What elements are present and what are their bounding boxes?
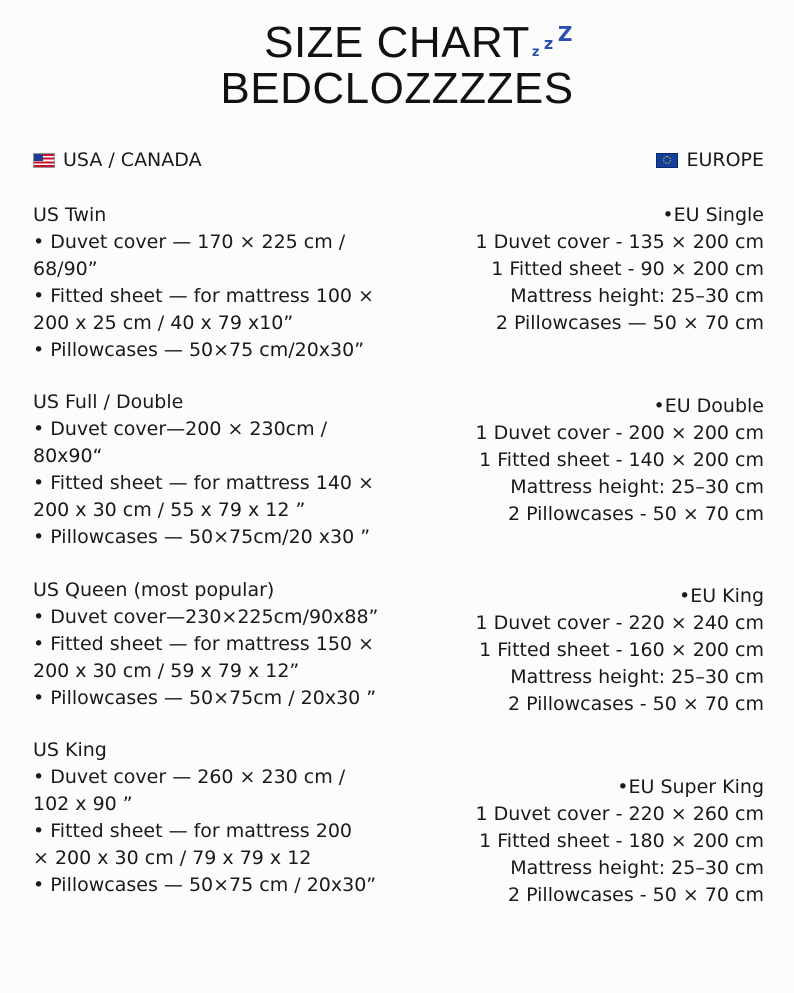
eu-super-king-line: •EU Super King: [617, 776, 764, 798]
us-king-line: × 200 x 30 cm / 79 x 79 x 12: [33, 847, 312, 869]
eu-double-line: Mattress height: 25–30 cm: [510, 476, 764, 498]
us-full-line: • Fitted sheet — for mattress 140 ×: [33, 472, 374, 494]
us-twin-line: • Duvet cover — 170 × 225 cm /: [33, 231, 346, 253]
page-header: [0, 20, 794, 112]
us-flag-icon: [33, 153, 55, 168]
title-line-1: [264, 18, 573, 67]
zzz-letter-3: Z: [557, 22, 573, 46]
zzz-letter-1: z: [531, 45, 540, 60]
eu-double-line: 2 Pillowcases - 50 × 70 cm: [507, 503, 764, 525]
us-king-line: • Fitted sheet — for mattress 200: [33, 820, 353, 842]
eu-double-line: •EU Double: [653, 395, 764, 417]
eu-single-line: •EU Single: [662, 204, 764, 226]
us-size-block-twin: [33, 202, 423, 364]
eu-double-line: 1 Fitted sheet - 140 × 200 cm: [479, 449, 764, 471]
us-queen-line: US Queen (most popular): [33, 579, 275, 601]
brand-title: BEDCLOZZZZES: [220, 64, 574, 113]
us-king-line: 102 x 90 ”: [33, 793, 133, 815]
region-usa-label: USA / CANADA: [63, 149, 202, 171]
us-queen-line: • Duvet cover—230×225cm/90x88”: [33, 606, 379, 628]
eu-king-line: 1 Fitted sheet - 160 × 200 cm: [479, 639, 764, 661]
region-usa-canada: [33, 148, 202, 172]
us-size-block-full-double: [33, 389, 423, 551]
eu-single-line: 1 Fitted sheet - 90 × 200 cm: [491, 258, 764, 280]
us-queen-line: • Pillowcases — 50×75cm / 20x30 ”: [33, 687, 377, 709]
us-size-block-queen: [33, 577, 423, 712]
us-twin-line: US Twin: [33, 204, 107, 226]
region-europe-label: EUROPE: [686, 149, 764, 171]
size-chart-title: SIZE CHART: [264, 18, 530, 67]
eu-single-line: 1 Duvet cover - 135 × 200 cm: [475, 231, 764, 253]
eu-king-line: 1 Duvet cover - 220 × 240 cm: [475, 612, 764, 634]
eu-double-line: 1 Duvet cover - 200 × 200 cm: [475, 422, 764, 444]
eu-king-line: •EU King: [679, 585, 764, 607]
eu-single-line: 2 Pillowcases — 50 × 70 cm: [495, 312, 764, 334]
eu-flag-icon: [656, 153, 678, 168]
eu-size-block-double: [404, 393, 764, 528]
zzz-letter-2: z: [543, 34, 554, 53]
us-full-line: 80x90“: [33, 445, 103, 467]
us-twin-line: • Pillowcases — 50×75 cm/20x30”: [33, 339, 365, 361]
eu-king-line: 2 Pillowcases - 50 × 70 cm: [507, 693, 764, 715]
us-full-line: • Duvet cover—200 × 230cm /: [33, 418, 328, 440]
region-europe: [656, 148, 764, 172]
us-size-block-king: [33, 737, 423, 899]
us-twin-line: • Fitted sheet — for mattress 100 ×: [33, 285, 374, 307]
us-twin-line: 68/90”: [33, 258, 98, 280]
eu-size-block-king: [404, 583, 764, 718]
eu-single-line: Mattress height: 25–30 cm: [510, 285, 764, 307]
us-full-line: US Full / Double: [33, 391, 184, 413]
us-queen-line: • Fitted sheet — for mattress 150 ×: [33, 633, 374, 655]
zzz-sleep-icon: [532, 24, 574, 66]
us-queen-line: 200 x 30 cm / 59 x 79 x 12”: [33, 660, 300, 682]
us-king-line: • Pillowcases — 50×75 cm / 20x30”: [33, 874, 377, 896]
us-twin-line: 200 x 25 cm / 40 x 79 x10”: [33, 312, 294, 334]
eu-size-block-single: [404, 202, 764, 337]
eu-super-king-line: 1 Duvet cover - 220 × 260 cm: [475, 803, 764, 825]
us-king-line: US King: [33, 739, 107, 761]
eu-super-king-line: Mattress height: 25–30 cm: [510, 857, 764, 879]
eu-super-king-line: 1 Fitted sheet - 180 × 200 cm: [479, 830, 764, 852]
us-king-line: • Duvet cover — 260 × 230 cm /: [33, 766, 346, 788]
eu-king-line: Mattress height: 25–30 cm: [510, 666, 764, 688]
eu-size-block-super-king: [404, 774, 764, 909]
us-full-line: 200 x 30 cm / 55 x 79 x 12 ”: [33, 499, 306, 521]
us-full-line: • Pillowcases — 50×75cm/20 x30 ”: [33, 526, 371, 548]
eu-super-king-line: 2 Pillowcases - 50 × 70 cm: [507, 884, 764, 906]
